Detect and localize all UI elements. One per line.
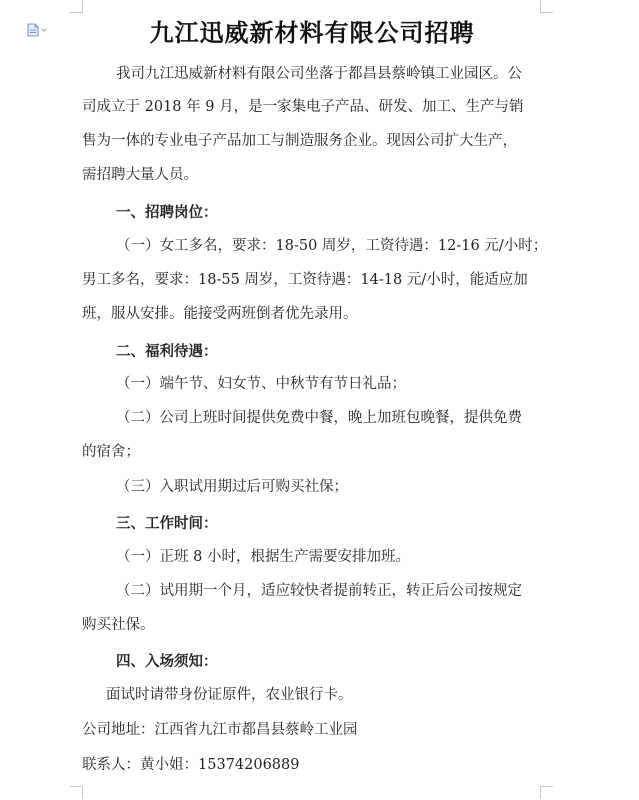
hours-item-2-line-1: （二）试用期一个月，适应较快者提前转正，转正后公司按规定 (116, 583, 522, 599)
section-heading-positions: 一、招聘岗位： (116, 204, 218, 221)
benefits-item-1: （一）端午节、妇女节、中秋节有节日礼品； (116, 376, 406, 392)
section-heading-hours: 三、工作时间： (116, 515, 218, 532)
positions-line-1: （一）女工多名，要求：18-50 周岁，工资待遇：12-16 元/小时； (116, 238, 548, 254)
intro-line-3: 售为一体的专业电子产品加工与制造服务企业。现因公司扩大生产， (82, 133, 517, 149)
section-heading-entry: 四、入场须知： (116, 653, 218, 670)
margin-corner-bottom-left (70, 786, 83, 799)
margin-corner-top-right (540, 0, 553, 13)
hours-item-1: （一）正班 8 小时，根据生产需要安排加班。 (116, 549, 410, 565)
contact-info: 联系人：黄小姐：15374206889 (82, 757, 300, 773)
hours-item-2-line-2: 购买社保。 (82, 617, 155, 633)
intro-line-4: 需招聘大量人员。 (82, 167, 198, 183)
benefits-item-2-line-2: 的宿舍； (82, 444, 140, 460)
intro-line-2: 司成立于 2018 年 9 月，是一家集电子产品、研发、加工、生产与销 (82, 99, 524, 115)
positions-line-3: 班，服从安排。能接受两班倒者优先录用。 (82, 306, 358, 322)
section-heading-benefits: 二、福利待遇： (116, 343, 218, 360)
document-icon[interactable] (26, 22, 48, 36)
benefits-item-3: （三）入职试用期过后可购买社保； (116, 479, 348, 495)
positions-line-2: 男工多名，要求：18-55 周岁，工资待遇：14-18 元/小时，能适应加 (82, 272, 528, 288)
benefits-item-2-line-1: （二）公司上班时间提供免费中餐，晚上加班包晚餐，提供免费 (116, 410, 522, 426)
page-title: 九江迅威新材料有限公司招聘 (149, 18, 475, 47)
margin-corner-top-left (70, 0, 83, 13)
entry-requirements: 面试时请带身份证原件，农业银行卡。 (106, 687, 353, 703)
intro-line-1: 我司九江迅威新材料有限公司坐落于都昌县蔡岭镇工业园区。公 (116, 66, 522, 82)
margin-corner-bottom-right (540, 786, 553, 799)
company-address: 公司地址：江西省九江市都昌县蔡岭工业园 (82, 722, 358, 738)
